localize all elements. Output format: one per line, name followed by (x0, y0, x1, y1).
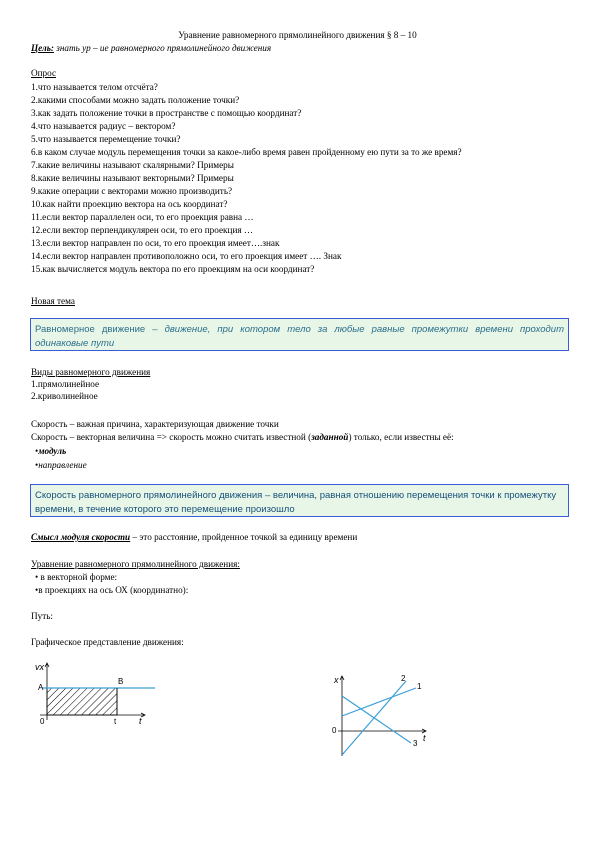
equation-heading: Уравнение равномерного прямолинейного движения: (31, 559, 240, 569)
survey-question-11: 11.если вектор параллелен оси, то его проекция равна … (31, 212, 254, 222)
new-topic-heading: Новая тема (31, 296, 75, 306)
graph2-label-2: 2 (401, 674, 406, 683)
speed-line-2-after: ) только, если известны её: (348, 432, 454, 442)
equation-item-1: • в векторной форме: (35, 572, 118, 582)
speed-meaning-line (31, 531, 357, 543)
goal-line (31, 42, 271, 54)
graph2-label-1: 1 (417, 682, 422, 691)
page-title: Уравнение равномерного прямолинейного движения § 8 – 10 (178, 30, 417, 40)
speed-meaning-label: Смысл модуля скорости (31, 532, 131, 542)
coordinate-time-graph (326, 671, 436, 761)
survey-question-7: 7.какие величины называют скалярными? Примеры (31, 160, 234, 170)
definition-box-speed: Скорость равномерного прямолинейного движения – величина, равная отношению перемещения точки к промежутку времени, в течение которого это перемещение произошло (30, 484, 569, 517)
graph2-origin: 0 (332, 726, 337, 735)
goal-text: знать ур – ие равномерного прямолинейного движения (53, 43, 272, 53)
speed-bullet-1-text: модуль (38, 446, 67, 456)
survey-question-8: 8.какие величины называют векторными? Примеры (31, 173, 234, 183)
survey-question-1: 1.что называется телом отсчёта? (31, 82, 158, 92)
survey-question-10: 10.как найти проекцию вектора на ось координат? (31, 199, 228, 209)
graph1-t-value: t (114, 717, 117, 726)
speed-bullet-1: •модуль (35, 446, 67, 456)
definition-term: Равномерное движение – (35, 324, 158, 335)
graph1-point-a: A (38, 683, 44, 692)
speed-bullet-2-text: направление (38, 460, 87, 470)
survey-question-6: 6.в каком случае модуль перемещения точки за какое-либо время равен пройденному ею пути за то же время? (31, 147, 462, 157)
definition-box-uniform-motion (30, 318, 569, 351)
speed-bullet-2: •направление (35, 460, 87, 470)
speed-meaning-text: – это расстояние, пройденное точкой за единицу времени (130, 532, 358, 542)
survey-question-13: 13.если вектор направлен по оси, то его проекция имеет….знак (31, 238, 280, 248)
graph1-hatched-area (47, 688, 117, 715)
survey-question-12: 12.если вектор перпендикулярен оси, то его проекция … (31, 225, 254, 235)
speed-line-2 (31, 431, 454, 443)
survey-question-14: 14.если вектор направлен противоположно оси, то его проекция имеет …. Знак (31, 251, 342, 261)
survey-question-9: 9.какие операции с векторами можно производить? (31, 186, 233, 196)
speed-line-2-before: Скорость – векторная величина => скорость можно считать известной ( (31, 432, 312, 442)
equation-item-2-text: в проекциях на ось ОХ (координатно): (38, 585, 189, 595)
survey-heading: Опрос (31, 68, 57, 78)
kinds-heading: Виды равномерного движения (31, 367, 151, 377)
speed-line-2-italic: заданной (311, 432, 349, 442)
path-label: Путь: (31, 611, 53, 621)
graph1-t-label: t (139, 716, 142, 726)
survey-question-15: 15.как вычисляется модуль вектора по его проекциям на оси координат? (31, 264, 315, 274)
kinds-item-1: 1.прямолинейное (31, 379, 100, 389)
graph1-y-label: vx (35, 662, 44, 672)
graph1-origin: 0 (40, 717, 45, 726)
survey-question-5: 5.что называется перемещение точки? (31, 134, 181, 144)
velocity-time-graph (30, 660, 160, 730)
speed-line-1: Скорость – важная причина, характеризующая движение точки (31, 419, 279, 429)
survey-question-2: 2.какими способами можно задать положение точки? (31, 95, 240, 105)
equation-item-1-text: в векторной форме: (40, 572, 118, 582)
equation-item-2: •в проекциях на ось ОХ (координатно): (35, 585, 189, 595)
graph2-label-3: 3 (413, 739, 418, 748)
kinds-item-2: 2.криволинейное (31, 391, 98, 401)
graph1-point-b: B (118, 677, 124, 686)
goal-label: Цель: (31, 43, 54, 53)
graph2-t-label: t (423, 733, 426, 743)
graphical-heading: Графическое представление движения: (31, 637, 184, 647)
survey-question-4: 4.что называется радиус – вектором? (31, 121, 176, 131)
survey-question-3: 3.как задать положение точки в пространстве с помощью координат? (31, 108, 302, 118)
definition-text: движение, при котором тело за любые равные промежутки времени проходит одинаковые пути (35, 324, 564, 349)
graph2-y-label: x (334, 675, 339, 685)
